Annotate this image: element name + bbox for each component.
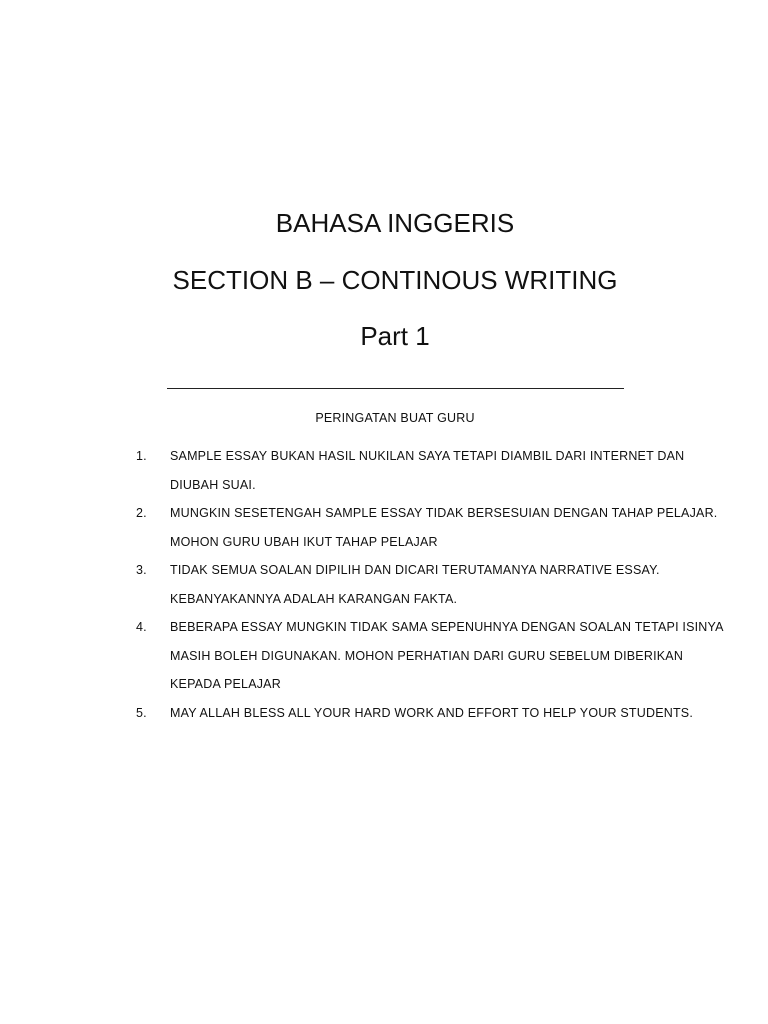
list-item-text: [170, 699, 730, 728]
document-title: BAHASA INGGERIS: [275, 208, 515, 238]
list-item-number: 3.: [136, 563, 147, 577]
list-item: [0, 556, 768, 613]
section-title: SECTION B – CONTINOUS WRITING: [172, 265, 618, 295]
list-item: [0, 699, 768, 728]
list-item-number: 2.: [136, 506, 147, 520]
list-item-text: [170, 442, 730, 499]
list-item-line: SAMPLE ESSAY BUKAN HASIL NUKILAN SAYA TETAPI DIAMBIL DARI INTERNET DAN: [170, 449, 685, 463]
list-item-line: KEBANYAKANNYA ADALAH KARANGAN FAKTA.: [170, 591, 458, 606]
list-item-line: TIDAK SEMUA SOALAN DIPILIH DAN DICARI TERUTAMANYA NARRATIVE ESSAY.: [170, 563, 660, 577]
list-item-text: [170, 499, 730, 556]
notice-list: [0, 442, 768, 727]
list-item-text: [170, 556, 730, 613]
list-item-line: BEBERAPA ESSAY MUNGKIN TIDAK SAMA SEPENUHNYA DENGAN SOALAN TETAPI ISINYA: [170, 620, 724, 634]
notice-heading: PERINGATAN BUAT GURU: [315, 411, 475, 425]
part-title: Part 1: [360, 321, 430, 351]
list-item-text: [170, 613, 730, 699]
horizontal-divider: [167, 388, 624, 389]
list-item-line: MAY ALLAH BLESS ALL YOUR HARD WORK AND EFFORT TO HELP YOUR STUDENTS.: [170, 705, 694, 720]
list-item: [0, 442, 768, 499]
list-item-number: 4.: [136, 620, 147, 634]
list-item: [0, 499, 768, 556]
list-item-line: DIUBAH SUAI.: [170, 477, 256, 492]
list-item-line: MUNGKIN SESETENGAH SAMPLE ESSAY TIDAK BERSESUIAN DENGAN TAHAP PELAJAR.: [170, 506, 718, 520]
list-item-number: 1.: [136, 449, 147, 463]
list-item-number: 5.: [136, 705, 147, 720]
list-item-line: MOHON GURU UBAH IKUT TAHAP PELAJAR: [170, 534, 438, 549]
list-item: [0, 613, 768, 699]
list-item-line: KEPADA PELAJAR: [170, 677, 281, 691]
list-item-line: MASIH BOLEH DIGUNAKAN. MOHON PERHATIAN DARI GURU SEBELUM DIBERIKAN: [170, 648, 684, 663]
